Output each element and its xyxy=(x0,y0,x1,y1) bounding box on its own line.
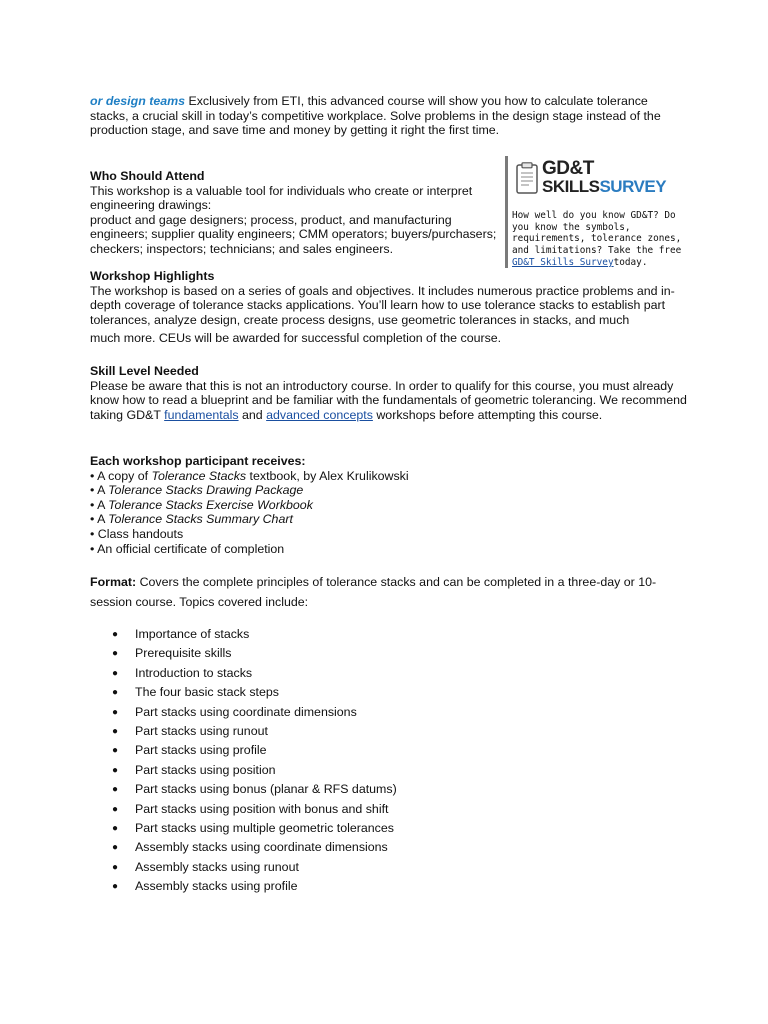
logo-gdt-text: GD&T xyxy=(542,158,594,179)
skills-survey-logo[interactable] xyxy=(512,156,682,204)
who-should-attend-section xyxy=(90,169,510,257)
bullet-icon: ● xyxy=(112,881,119,893)
bullet-icon: ● xyxy=(112,764,119,776)
topic-label: Importance of stacks xyxy=(135,627,250,641)
highlights-heading: Workshop Highlights xyxy=(90,269,215,283)
who-text-2: product and gage designers; process, product, and manufacturing engineers; supplier quality engineers; CMM operators; buyers/purchasers; checkers; inspectors; technicians; and sales engineers. xyxy=(90,212,497,256)
bullet-icon: ● xyxy=(112,706,119,718)
bullet-icon: ● xyxy=(112,784,119,796)
topic-label: Part stacks using position xyxy=(135,762,276,777)
topic-label: The four basic stack steps xyxy=(135,685,279,700)
topic-label: Part stacks using coordinate dimensions xyxy=(135,704,357,719)
format-text: Covers the complete principles of tolerance stacks and can be completed in a three-day or 10-session course. Topics covered include: xyxy=(90,575,657,609)
receives-item-text: • Class handouts xyxy=(90,526,184,541)
advanced-concepts-link[interactable]: advanced concepts xyxy=(266,407,373,422)
receives-item xyxy=(90,483,690,498)
receives-item xyxy=(90,542,690,557)
topic-label: Assembly stacks using runout xyxy=(135,859,299,874)
topic-label: Part stacks using runout xyxy=(135,723,268,738)
topic-label: Part stacks using bonus (planar & RFS datums) xyxy=(135,782,397,797)
who-heading: Who Should Attend xyxy=(90,169,205,183)
topic-label: Assembly stacks using coordinate dimensions xyxy=(135,840,388,855)
topic-item xyxy=(90,625,590,644)
topic-item xyxy=(90,780,590,799)
bullet-icon: ● xyxy=(112,629,119,640)
receives-item xyxy=(90,512,690,527)
bullet-icon: ● xyxy=(112,842,119,854)
survey-text: How well do you know GD&T? Do you know the symbols, requirements, tolerance zones, and limitations? Take the free xyxy=(512,210,682,257)
topic-item xyxy=(90,858,590,877)
receives-item-text: • An official certificate of completion xyxy=(90,541,285,556)
participant-receives-section xyxy=(90,454,690,556)
bullet-icon: ● xyxy=(112,745,119,757)
survey-text-end: today. xyxy=(613,256,648,268)
skill-text xyxy=(90,379,690,423)
receives-item-text: • A xyxy=(90,512,109,527)
topic-item xyxy=(90,819,590,838)
receives-item-title: Tolerance Stacks Drawing Package xyxy=(108,483,304,498)
logo-skills-word: SKILLS xyxy=(542,177,600,196)
receives-item-text: • A xyxy=(90,483,109,498)
skills-survey-link[interactable]: GD&T Skills Survey xyxy=(512,256,614,268)
topic-label: Introduction to stacks xyxy=(135,665,253,680)
survey-description xyxy=(512,210,688,269)
topic-item xyxy=(90,838,590,857)
skill-level-section xyxy=(90,364,690,422)
receives-item xyxy=(90,469,690,484)
skill-heading: Skill Level Needed xyxy=(90,364,199,378)
receives-item-title: Tolerance Stacks Exercise Workbook xyxy=(108,497,313,512)
highlights-text-main: The workshop is based on a series of goals and objectives. It includes numerous practice problems and in-depth coverage of tolerance stacks applications. You’ll learn how to use tolerance stacks to establish part tolerances, analyze design, create process designs, use geometric tolerances in stacks, and much xyxy=(90,283,675,327)
topic-item xyxy=(90,761,590,780)
receives-item-text: • A xyxy=(90,497,109,512)
workshop-highlights-section xyxy=(90,269,690,346)
intro-paragraph xyxy=(90,94,682,138)
receives-item-title: Tolerance Stacks xyxy=(151,468,247,483)
logo-skills-survey-text xyxy=(542,178,666,195)
topic-item xyxy=(90,644,590,663)
topic-item xyxy=(90,683,590,702)
topic-item xyxy=(90,877,590,896)
skills-survey-callout xyxy=(505,156,685,268)
bullet-icon: ● xyxy=(112,803,119,815)
topic-label: Part stacks using multiple geometric tolerances xyxy=(135,820,394,835)
skill-text-c: workshops before attempting this course. xyxy=(372,407,603,422)
topic-item xyxy=(90,664,590,683)
receives-heading: Each workshop participant receives: xyxy=(90,454,306,468)
bullet-icon: ● xyxy=(112,861,119,873)
intro-text: Exclusively from ETI, this advanced course will show you how to calculate tolerance stacks, a crucial skill in today’s competitive workplace. Solve problems in the design stage instead of the production stage, and save time and money by getting it right the first time. xyxy=(90,94,661,138)
highlights-text-end: much more. CEUs will be awarded for successful completion of the course. xyxy=(90,331,502,346)
bullet-icon: ● xyxy=(112,822,119,834)
intro-lead: or design teams xyxy=(90,94,186,108)
skill-text-b: and xyxy=(238,407,267,422)
logo-survey-word: SURVEY xyxy=(599,177,667,196)
topic-label: Assembly stacks using profile xyxy=(135,879,298,894)
receives-item-text: • A copy of xyxy=(90,468,152,483)
clipboard-icon xyxy=(516,162,538,194)
receives-item-title: Tolerance Stacks Summary Chart xyxy=(108,512,293,527)
topic-item xyxy=(90,722,590,741)
receives-item xyxy=(90,527,690,542)
fundamentals-link[interactable]: fundamentals xyxy=(164,407,239,422)
topics-list xyxy=(90,625,590,896)
format-paragraph xyxy=(90,572,670,612)
bullet-icon: ● xyxy=(112,648,119,660)
topic-item xyxy=(90,703,590,722)
bullet-icon: ● xyxy=(112,725,119,737)
receives-item-text: textbook, by Alex Krulikowski xyxy=(246,468,409,483)
highlights-text xyxy=(90,284,690,346)
topic-label: Part stacks using position with bonus and shift xyxy=(135,801,389,816)
who-text-1: This workshop is a valuable tool for individuals who create or interpret engineering drawings: xyxy=(90,183,473,213)
topic-label: Part stacks using profile xyxy=(135,743,267,758)
topic-item xyxy=(90,741,590,760)
topic-label: Prerequisite skills xyxy=(135,646,232,661)
topic-item xyxy=(90,800,590,819)
bullet-icon: ● xyxy=(112,687,119,699)
format-label: Format: xyxy=(90,575,137,589)
bullet-icon: ● xyxy=(112,667,119,679)
skill-text-a: Please be aware that this is not an introductory course. In order to qualify for this course, you must already know how to read a blueprint and be familiar with the fundamentals of geometric tolerancing. We recommend taking GD&T xyxy=(90,378,687,422)
receives-item xyxy=(90,498,690,513)
